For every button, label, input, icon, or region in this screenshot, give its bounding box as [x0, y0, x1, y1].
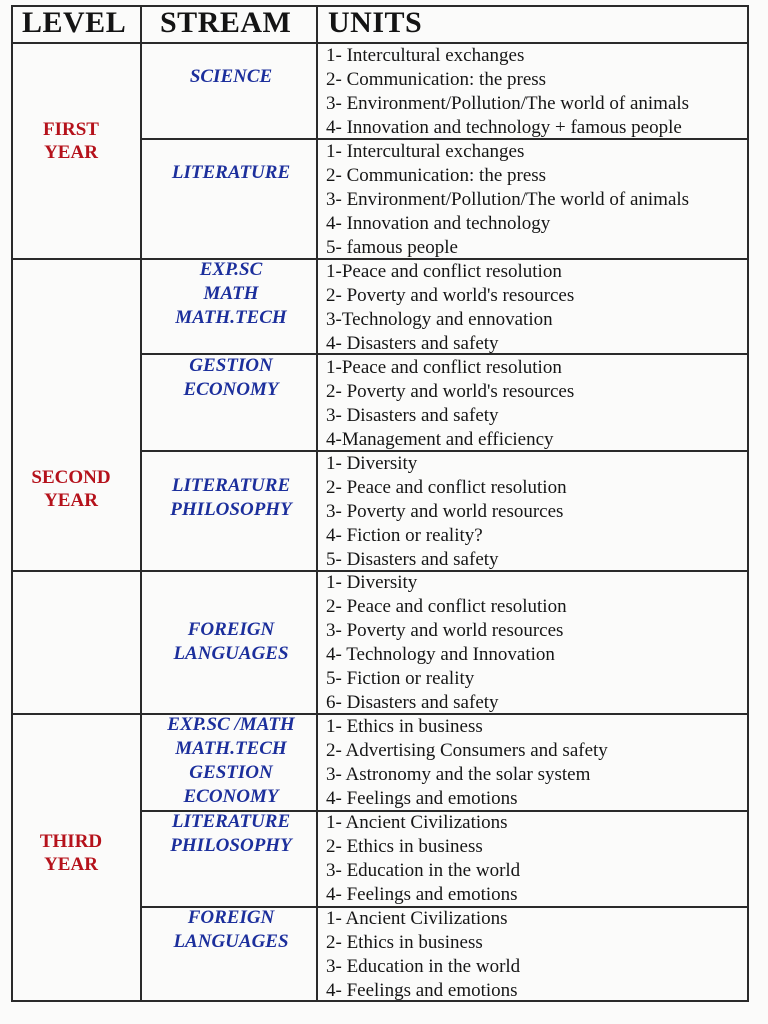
- unit-item: 2- Advertising Consumers and safety: [326, 740, 608, 761]
- stream-label: LANGUAGES: [173, 931, 289, 952]
- unit-item: 3-Technology and ennovation: [326, 309, 553, 330]
- unit-item: 3- Disasters and safety: [326, 405, 499, 426]
- level-first-year: [14, 118, 128, 164]
- header-units: UNITS: [328, 6, 423, 39]
- unit-item: 2- Peace and conflict resolution: [326, 477, 567, 498]
- unit-item: 3- Education in the world: [326, 860, 521, 881]
- unit-item: 2- Communication: the press: [326, 165, 547, 186]
- stream-label: EXP.SC /MATH: [167, 714, 295, 735]
- unit-item: 5- Disasters and safety: [326, 549, 499, 570]
- unit-item: 5- Fiction or reality: [326, 668, 475, 689]
- unit-item: 1-Peace and conflict resolution: [326, 261, 562, 282]
- units-cell: [326, 140, 746, 260]
- stream-label: LITERATURE: [171, 162, 291, 183]
- table-border-right: [747, 5, 749, 1001]
- unit-item: 4- Innovation and technology: [326, 213, 551, 234]
- unit-item: 4- Disasters and safety: [326, 333, 499, 354]
- stream-label: SCIENCE: [189, 66, 273, 87]
- level-label: THIRD: [39, 831, 103, 852]
- level-label: FIRST: [43, 119, 99, 140]
- unit-item: 1- Ancient Civilizations: [326, 908, 508, 929]
- stream-label: EXP.SC: [199, 259, 263, 280]
- unit-item: 2- Ethics in business: [326, 932, 483, 953]
- stream-cell: [147, 161, 315, 185]
- header-stream: STREAM: [160, 6, 292, 39]
- units-cell: [326, 907, 746, 1003]
- unit-item: 2- Communication: the press: [326, 69, 547, 90]
- unit-item: 2- Poverty and world's resources: [326, 381, 575, 402]
- unit-item: 1- Intercultural exchanges: [326, 45, 525, 66]
- unit-item: 1- Ancient Civilizations: [326, 812, 508, 833]
- unit-item: 2- Poverty and world's resources: [326, 285, 575, 306]
- stream-label: PHILOSOPHY: [170, 499, 292, 520]
- unit-item: 3- Poverty and world resources: [326, 620, 564, 641]
- unit-item: 4- Feelings and emotions: [326, 884, 518, 905]
- unit-item: 3- Astronomy and the solar system: [326, 764, 591, 785]
- unit-item: 1- Diversity: [326, 453, 418, 474]
- stream-label: MATH.TECH: [175, 738, 287, 759]
- unit-item: 4-Management and efficiency: [326, 429, 554, 450]
- unit-item: 3- Poverty and world resources: [326, 501, 564, 522]
- stream-cell: [147, 474, 315, 522]
- stream-cell: [147, 258, 315, 330]
- stream-label: GESTION: [189, 762, 273, 783]
- stream-label: ECONOMY: [183, 786, 279, 807]
- stream-cell: [147, 354, 315, 402]
- unit-item: 5- famous people: [326, 237, 458, 258]
- unit-item: 4- Fiction or reality?: [326, 525, 483, 546]
- units-cell: [326, 356, 746, 452]
- units-cell: [326, 571, 746, 715]
- unit-item: 3- Environment/Pollution/The world of animals: [326, 189, 690, 210]
- units-cell: [326, 44, 746, 140]
- column-divider-level: [140, 5, 142, 1001]
- table-border-left: [11, 5, 13, 1001]
- column-divider-stream: [316, 5, 318, 1001]
- stream-cell: [147, 906, 315, 954]
- stream-cell: [147, 618, 315, 666]
- unit-item: 3- Education in the world: [326, 956, 521, 977]
- stream-label: FOREIGN: [187, 907, 275, 928]
- stream-cell: [147, 65, 315, 89]
- units-cell: [326, 811, 746, 907]
- level-third-year: [14, 830, 128, 876]
- stream-label: LITERATURE: [171, 811, 291, 832]
- unit-item: 2- Ethics in business: [326, 836, 483, 857]
- unit-item: 4- Feelings and emotions: [326, 788, 518, 809]
- units-cell: [326, 715, 746, 811]
- unit-item: 1- Ethics in business: [326, 716, 483, 737]
- unit-item: 1- Diversity: [326, 572, 418, 593]
- stream-label: FOREIGN: [187, 619, 275, 640]
- stream-label: PHILOSOPHY: [170, 835, 292, 856]
- unit-item: 2- Peace and conflict resolution: [326, 596, 567, 617]
- stream-cell: [147, 810, 315, 858]
- stream-cell: [147, 713, 315, 809]
- stream-label: LITERATURE: [171, 475, 291, 496]
- stream-label: MATH: [203, 283, 259, 304]
- level-label: YEAR: [44, 142, 98, 163]
- unit-item: 1- Intercultural exchanges: [326, 141, 525, 162]
- level-label: YEAR: [44, 854, 98, 875]
- unit-item: 3- Environment/Pollution/The world of animals: [326, 93, 690, 114]
- units-cell: [326, 452, 746, 572]
- level-second-year: [14, 466, 128, 512]
- unit-item: 1-Peace and conflict resolution: [326, 357, 562, 378]
- level-label: YEAR: [44, 490, 98, 511]
- level-label: SECOND: [31, 467, 111, 488]
- units-cell: [326, 260, 746, 356]
- stream-label: ECONOMY: [183, 379, 279, 400]
- stream-label: GESTION: [189, 355, 273, 376]
- unit-item: 4- Innovation and technology + famous people: [326, 117, 682, 138]
- unit-item: 4- Technology and Innovation: [326, 644, 555, 665]
- header-level: LEVEL: [22, 6, 127, 39]
- stream-label: MATH.TECH: [175, 307, 287, 328]
- stream-label: LANGUAGES: [173, 643, 289, 664]
- unit-item: 6- Disasters and safety: [326, 692, 499, 713]
- unit-item: 4- Feelings and emotions: [326, 980, 518, 1001]
